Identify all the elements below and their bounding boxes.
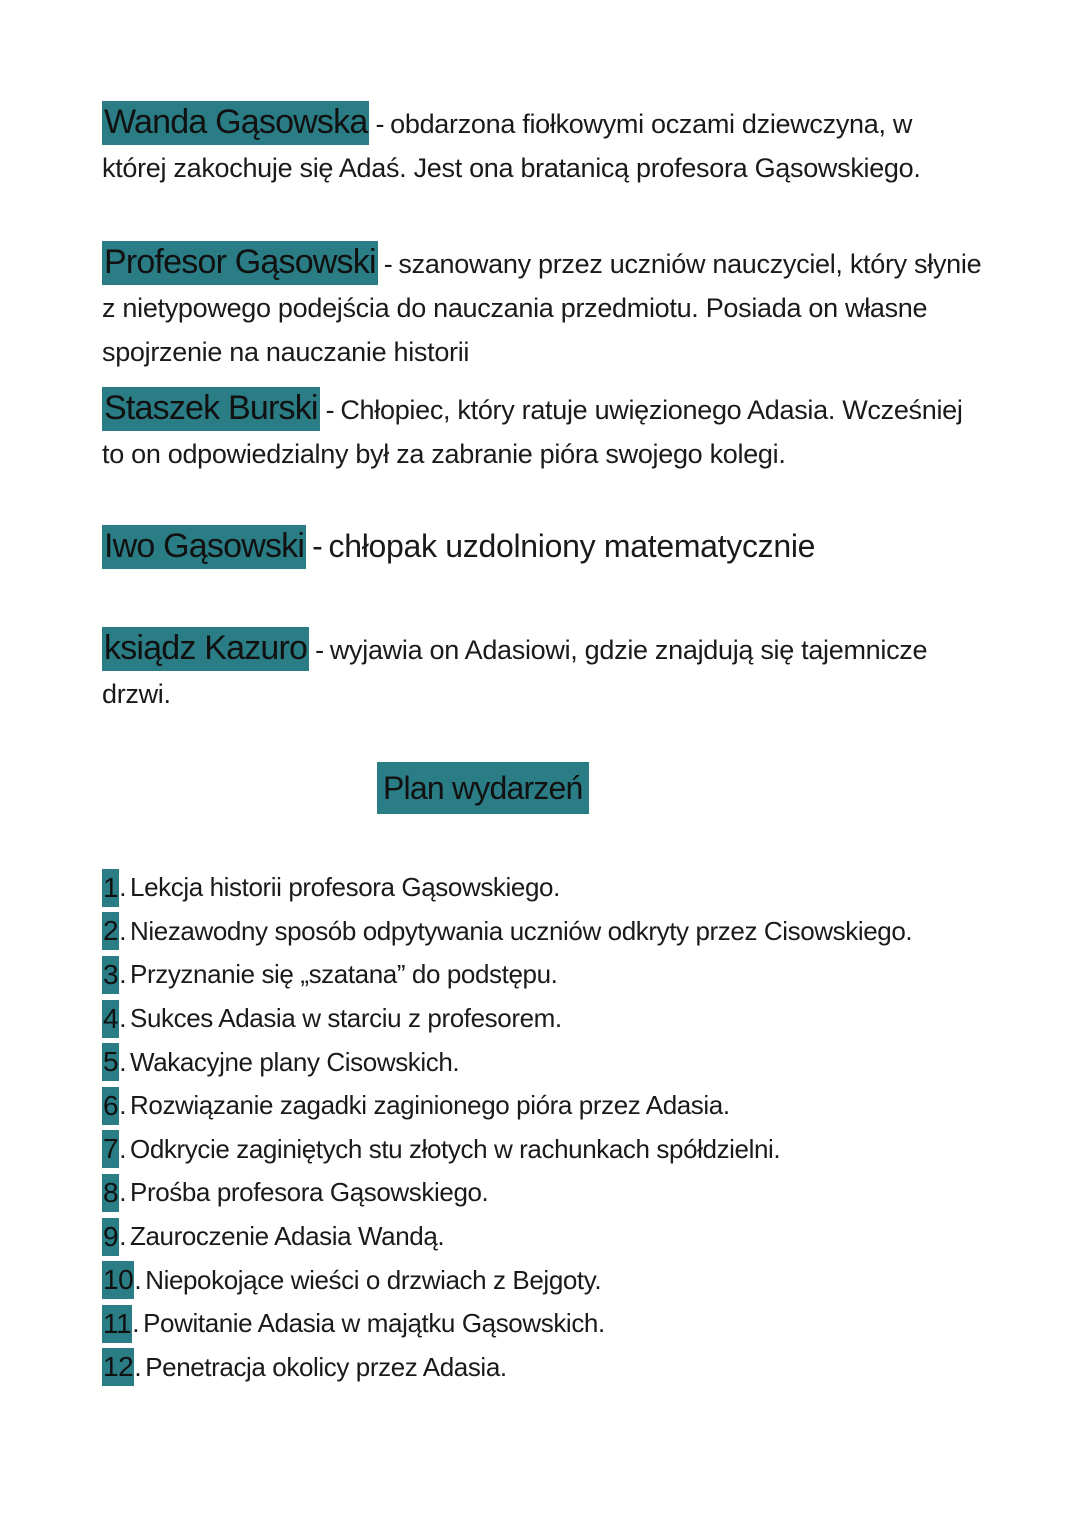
character-entry: [102, 626, 982, 716]
character-entry: [102, 524, 982, 568]
plan-item-text: Niezawodny sposób odpytywania uczniów odkryty przez Cisowskiego.: [130, 915, 913, 946]
plan-item: 10 . Niepokojące wieści o drzwiach z Bejgoty.: [102, 1258, 912, 1302]
dash-separator: -: [383, 249, 393, 279]
plan-item: 2 . Niezawodny sposób odpytywania uczniów odkryty przez Cisowskiego.: [102, 910, 912, 954]
character-description: wyjawia on Adasiowi, gdzie znajdują się tajemnicze drzwi.: [102, 635, 928, 709]
plan-item-text: Rozwiązanie zagadki zaginionego pióra przez Adasia.: [130, 1090, 730, 1121]
plan-item-number: 3: [102, 956, 119, 994]
plan-item-number: 10: [102, 1261, 134, 1299]
plan-item: 3 . Przyznanie się „szatana” do podstępu.: [102, 953, 912, 997]
character-description: obdarzona fiołkowymi oczami dziewczyna, w której zakochuje się Adaś. Jest ona bratanicą profesora Gąsowskiego.: [102, 109, 921, 183]
plan-item-text: Zauroczenie Adasia Wandą.: [130, 1221, 445, 1252]
character-description: chłopak uzdolniony matematycznie: [328, 528, 816, 564]
plan-item: 1 . Lekcja historii profesora Gąsowskiego.: [102, 866, 912, 910]
plan-item-number: 7: [102, 1130, 119, 1168]
plan-item-number: 11: [102, 1305, 132, 1343]
character-entry: [102, 240, 982, 374]
plan-item-text: Przyznanie się „szatana” do podstępu.: [130, 959, 558, 990]
plan-item-number: 4: [102, 1000, 119, 1038]
dash-separator: -: [375, 109, 385, 139]
plan-item: 4 . Sukces Adasia w starciu z profesorem.: [102, 997, 912, 1041]
character-name: Profesor Gąsowski: [102, 241, 378, 285]
character-entry: [102, 386, 982, 476]
plan-item: 11 . Powitanie Adasia w majątku Gąsowskich.: [102, 1302, 912, 1346]
character-description: szanowany przez uczniów nauczyciel, który słynie z nietypowego podejścia do nauczania przedmiotu. Posiada on własne spojrzenie na nauczanie historii: [102, 249, 982, 367]
plan-item-text: Penetracja okolicy przez Adasia.: [145, 1351, 507, 1382]
character-description: Chłopiec, który ratuje uwięzionego Adasia. Wcześniej to on odpowiedzialny był za zabranie pióra swojego kolegi.: [102, 395, 963, 469]
plan-item-text: Sukces Adasia w starciu z profesorem.: [130, 1003, 562, 1034]
plan-item: 8 . Prośba profesora Gąsowskiego.: [102, 1171, 912, 1215]
character-name: Staszek Burski: [102, 387, 320, 431]
plan-item: 5 . Wakacyjne plany Cisowskich.: [102, 1040, 912, 1084]
plan-item-number: 12: [102, 1348, 134, 1386]
character-name: ksiądz Kazuro: [102, 627, 309, 671]
dash-separator: -: [325, 395, 335, 425]
plan-item: 9 . Zauroczenie Adasia Wandą.: [102, 1215, 912, 1259]
plan-item-number: 8: [102, 1174, 119, 1212]
plan-item-text: Powitanie Adasia w majątku Gąsowskich.: [143, 1308, 605, 1339]
plan-list: [102, 866, 912, 1389]
character-entry: [102, 100, 982, 190]
dash-separator: -: [315, 635, 324, 665]
plan-item: 12 . Penetracja okolicy przez Adasia.: [102, 1346, 912, 1390]
plan-item-text: Odkrycie zaginiętych stu złotych w rachunkach spółdzielni.: [130, 1133, 781, 1164]
plan-item-number: 5: [102, 1043, 119, 1081]
plan-item-number: 2: [102, 912, 119, 950]
plan-item-text: Lekcja historii profesora Gąsowskiego.: [130, 872, 560, 903]
plan-item-text: Wakacyjne plany Cisowskich.: [130, 1046, 460, 1077]
plan-heading: Plan wydarzeń: [383, 769, 583, 806]
plan-item-text: Niepokojące wieści o drzwiach z Bejgoty.: [145, 1264, 602, 1295]
character-name: Iwo Gąsowski: [102, 525, 306, 569]
plan-item-number: 6: [102, 1087, 119, 1125]
plan-item-text: Prośba profesora Gąsowskiego.: [130, 1177, 489, 1208]
plan-item-number: 9: [102, 1218, 119, 1256]
plan-item-number: 1: [102, 869, 119, 907]
plan-item: 6 . Rozwiązanie zagadki zaginionego pióra przez Adasia.: [102, 1084, 912, 1128]
plan-item: 7 . Odkrycie zaginiętych stu złotych w rachunkach spółdzielni.: [102, 1128, 912, 1172]
character-name: Wanda Gąsowska: [102, 101, 369, 145]
dash-separator: -: [312, 528, 323, 564]
plan-heading-highlight: [377, 762, 589, 814]
